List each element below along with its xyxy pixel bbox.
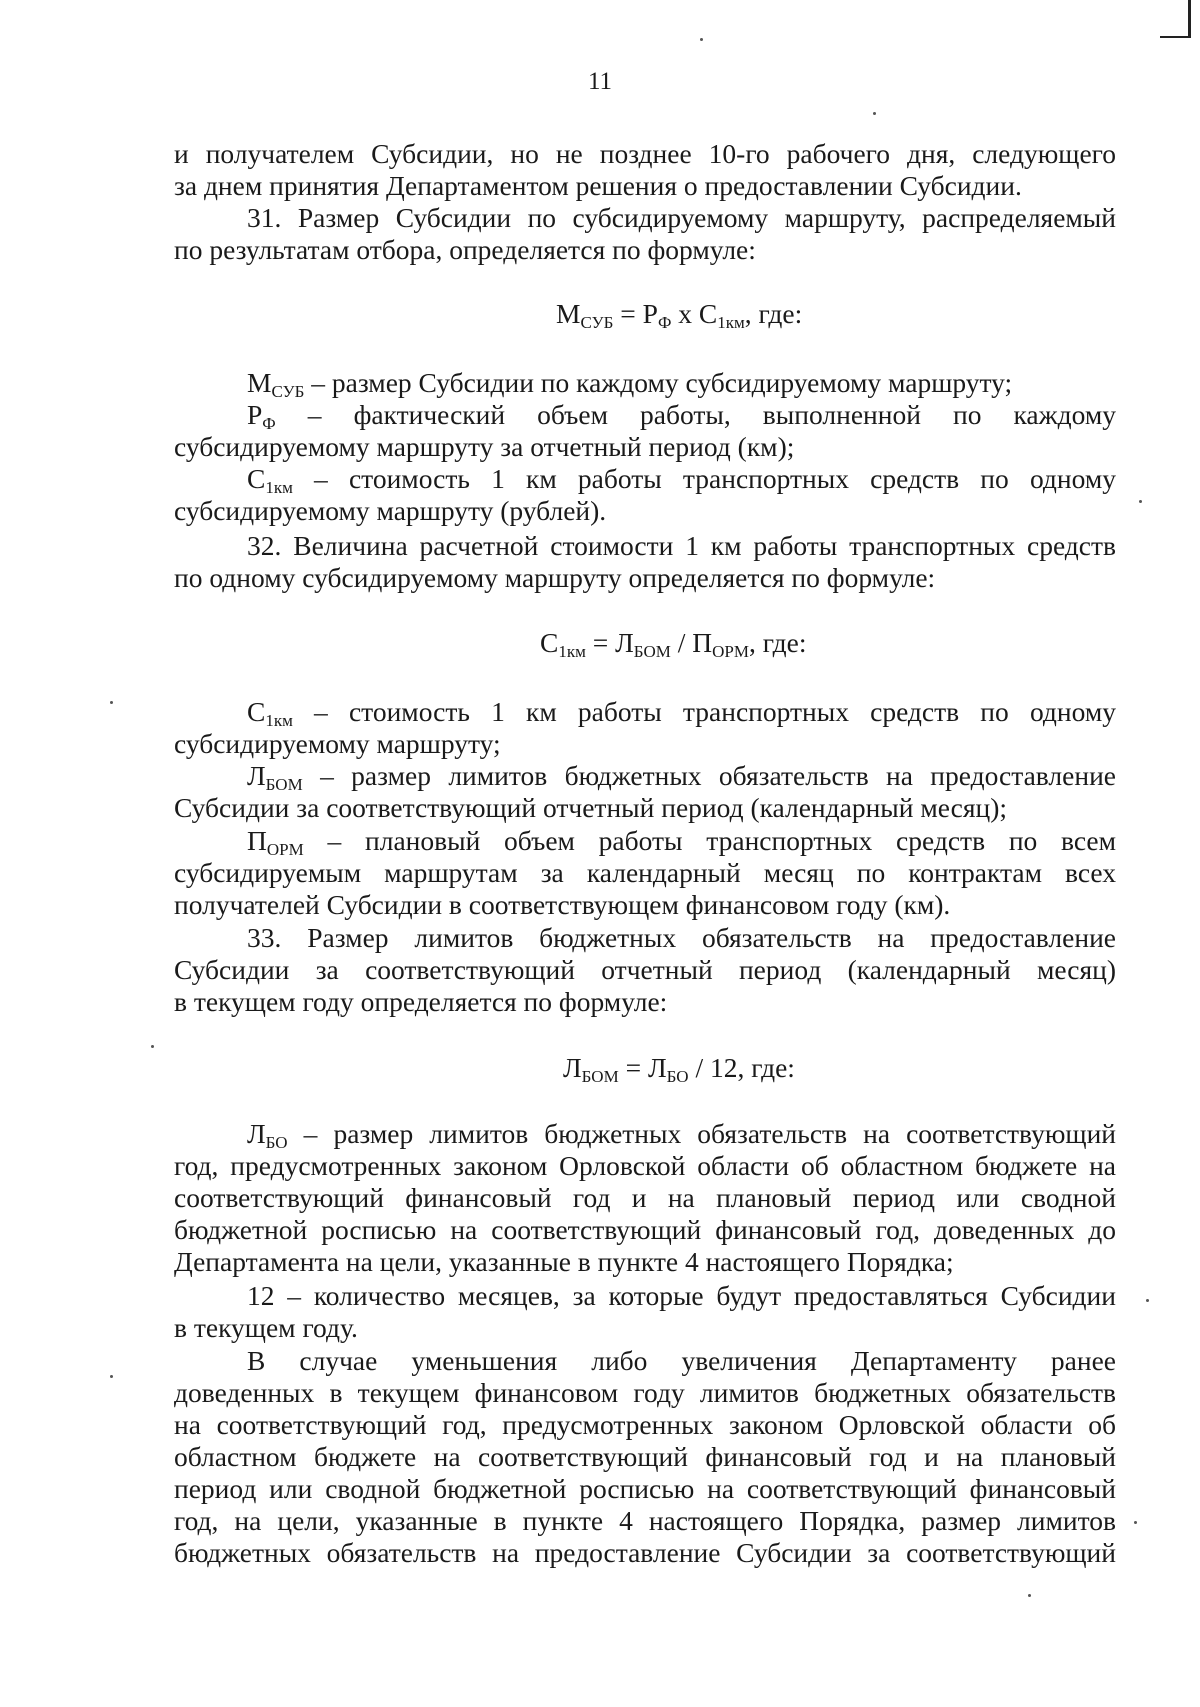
text-line: бюджетной росписью на соответствующий финансовый год, доведенных до	[174, 1214, 1116, 1245]
definition-lbom: $Л_{БОМ}$ – размер лимитов бюджетных обязательств на предоставление	[247, 760, 1117, 794]
text-line: областном бюджете на соответствующий финансовый год и на плановый	[174, 1441, 1116, 1472]
text-line: соответствующий финансовый год и на плановый период или сводной	[174, 1182, 1116, 1213]
text-line: за днем принятия Департаментом решения о предоставлении Субсидии.	[174, 170, 1022, 201]
text-line: субсидируемому маршруту;	[174, 728, 501, 759]
scan-speck	[1134, 1521, 1137, 1524]
text-line: по одному субсидируемому маршруту определяется по формуле:	[174, 562, 936, 593]
paragraph-32-line: 32. Величина расчетной стоимости 1 км работы транспортных средств	[247, 530, 1116, 561]
text-line: бюджетных обязательств на предоставление Субсидии за соответствующий	[174, 1537, 1116, 1568]
text-line: субсидируемому маршруту (рублей).	[174, 495, 607, 526]
formula-lbom: $Л_{БОМ} = Л_{БО} / 12$, где:	[563, 1052, 795, 1086]
scan-speck	[110, 1375, 113, 1378]
paragraph-31-line: 31. Размер Субсидии по субсидируемому маршруту, распределяемый	[247, 202, 1116, 233]
scan-speck	[110, 701, 113, 704]
scan-speck	[873, 112, 876, 115]
text-line: Субсидии за соответствующий отчетный период (календарный месяц)	[174, 954, 1116, 985]
text-line: Департамента на цели, указанные в пункте 4 настоящего Порядка;	[174, 1246, 954, 1277]
scan-edge-mark	[1188, 0, 1191, 38]
text-line: доведенных в текущем финансовом году лимитов бюджетных обязательств	[174, 1377, 1116, 1408]
text-line: на соответствующий год, предусмотренных законом Орловской области об	[174, 1409, 1116, 1440]
scan-speck	[1146, 1299, 1149, 1302]
final-paragraph-line: В случае уменьшения либо увеличения Департаменту ранее	[247, 1345, 1116, 1376]
definition-c1km: $С_{1км}$ – стоимость 1 км работы транспортных средств по одному	[247, 696, 1116, 730]
scan-speck	[700, 38, 703, 41]
scan-speck	[151, 1045, 154, 1048]
text-line: период или сводной бюджетной росписью на соответствующий финансовый	[174, 1473, 1116, 1504]
text-line: в текущем году определяется по формуле:	[174, 986, 668, 1017]
scan-edge-mark	[1160, 36, 1190, 38]
text-line: Субсидии за соответствующий отчетный период (календарный месяц);	[174, 792, 1008, 823]
definition-msub: $М_{СУБ}$ – размер Субсидии по каждому субсидируемому маршруту;	[247, 367, 1013, 401]
text-line: субсидируемому маршруту за отчетный период (км);	[174, 431, 795, 462]
text-line: и получателем Субсидии, но не позднее 10-го рабочего дня, следующего	[174, 138, 1116, 169]
formula-c1km: $С_{1км} = Л_{БОМ} / П_{ОРМ}$, где:	[540, 627, 807, 661]
definition-porm: $П_{ОРМ}$ – плановый объем работы транспортных средств по всем	[247, 825, 1117, 859]
page-number: 11	[587, 68, 613, 95]
definition-c1km: $С_{1км}$ – стоимость 1 км работы транспортных средств по одному	[247, 463, 1116, 497]
text-line: по результатам отбора, определяется по формуле:	[174, 234, 756, 265]
text-line: получателей Субсидии в соответствующем финансовом году (км).	[174, 889, 951, 920]
text-line: в текущем году.	[174, 1312, 358, 1343]
paragraph-33-line: 33. Размер лимитов бюджетных обязательств на предоставление	[247, 922, 1116, 953]
text-line: год, на цели, указанные в пункте 4 настоящего Порядка, размер лимитов	[174, 1505, 1116, 1536]
text-line: субсидируемым маршрутам за календарный месяц по контрактам всех	[174, 857, 1116, 888]
definition-lbo: $Л_{БО}$ – размер лимитов бюджетных обязательств на соответствующий	[247, 1118, 1116, 1152]
definition-twelve: 12 – количество месяцев, за которые будут предоставляться Субсидии	[247, 1280, 1116, 1311]
scan-speck	[1139, 500, 1142, 503]
scan-speck	[1028, 1594, 1031, 1597]
definition-pf: $Р_Ф$ – фактический объем работы, выполненной по каждому	[247, 399, 1117, 433]
formula-msub: $М_{СУБ} = Р_Ф$ х $С_{1км}$, где:	[556, 298, 803, 332]
text-line: год, предусмотренных законом Орловской области об областном бюджете на	[174, 1150, 1116, 1181]
